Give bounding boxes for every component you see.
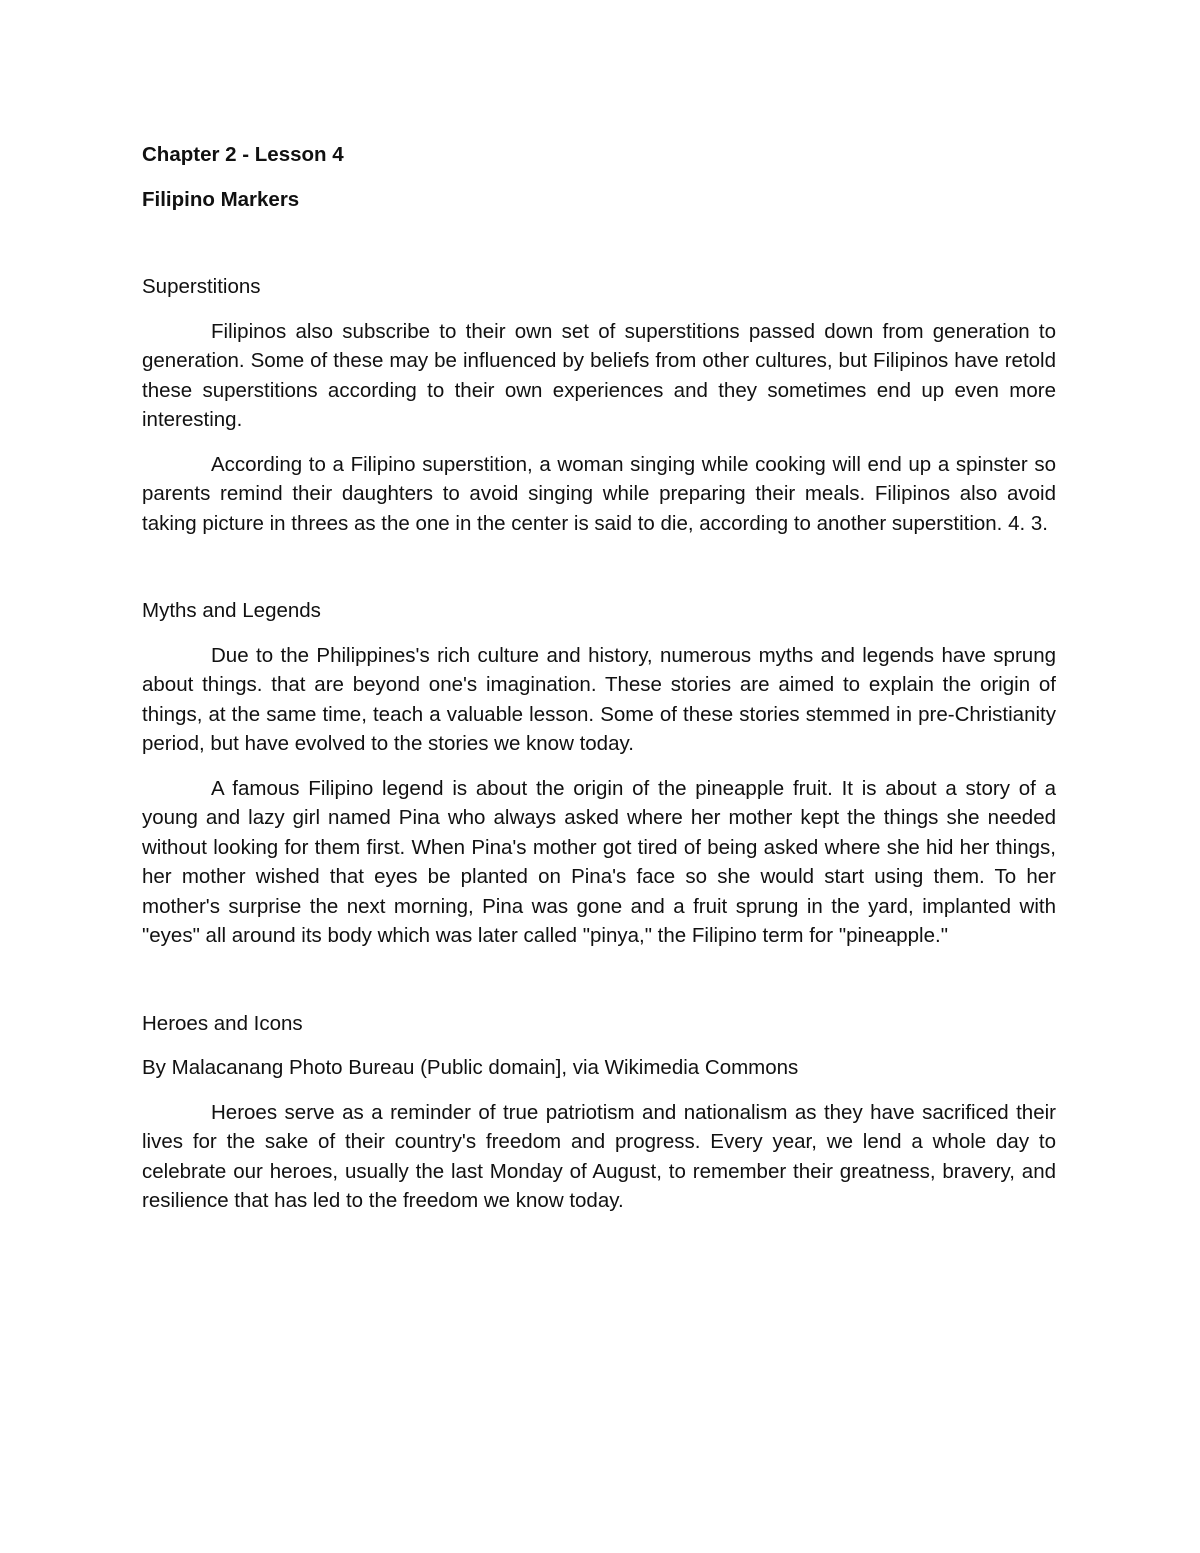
paragraph: According to a Filipino superstition, a woman singing while cooking will end up a spinster so parents remind their daughters to avoid singing while preparing their meals. Filipinos also avoid taking picture in threes as the one in the center is said to die, according to another superstition. 4. 3.: [142, 452, 1056, 535]
section-myths-and-legends: [142, 596, 1056, 951]
section-heading: Myths and Legends: [142, 599, 321, 622]
paragraph: Heroes serve as a reminder of true patriotism and nationalism as they have sacrificed their lives for the sake of their country's freedom and progress. Every year, we lend a whole day to celebrate our heroes, usually the last Monday of August, to remember their greatness, bravery, and resilience that has led to the freedom we know today.: [142, 1100, 1056, 1212]
section-heading: Superstitions: [142, 275, 261, 298]
chapter-heading: Chapter 2 - Lesson 4: [142, 143, 344, 166]
document-title: Filipino Markers: [142, 187, 300, 211]
section-superstitions: [142, 272, 1056, 538]
paragraph: Filipinos also subscribe to their own set of superstitions passed down from generation to generation. Some of these may be influenced by beliefs from other cultures, but Filipinos have retold these superstitions according to their own experiences and they sometimes end up even more interesting.: [142, 319, 1056, 431]
section-heroes-and-icons: [142, 1009, 1056, 1216]
paragraph: A famous Filipino legend is about the origin of the pineapple fruit. It is about a story of a young and lazy girl named Pina who always asked where her mother kept the things she needed without looking for them first. When Pina's mother got tired of being asked where she hid her things, her mother wished that eyes be planted on Pina's face so she would start using them. To her mother's surprise the next morning, Pina was gone and a fruit sprung in the yard, implanted with "eyes" all around its body which was later called "pinya," the Filipino term for "pineapple.": [142, 776, 1056, 947]
document-page: [142, 140, 1056, 1231]
paragraph: Due to the Philippines's rich culture and history, numerous myths and legends have sprung about things. that are beyond one's imagination. These stories are aimed to explain the origin of things, at the same time, teach a valuable lesson. Some of these stories stemmed in pre-Christianity period, but have evolved to the stories we know today.: [142, 643, 1056, 755]
image-credit: By Malacanang Photo Bureau (Public domain], via Wikimedia Commons: [142, 1056, 799, 1079]
section-heading: Heroes and Icons: [142, 1011, 303, 1035]
